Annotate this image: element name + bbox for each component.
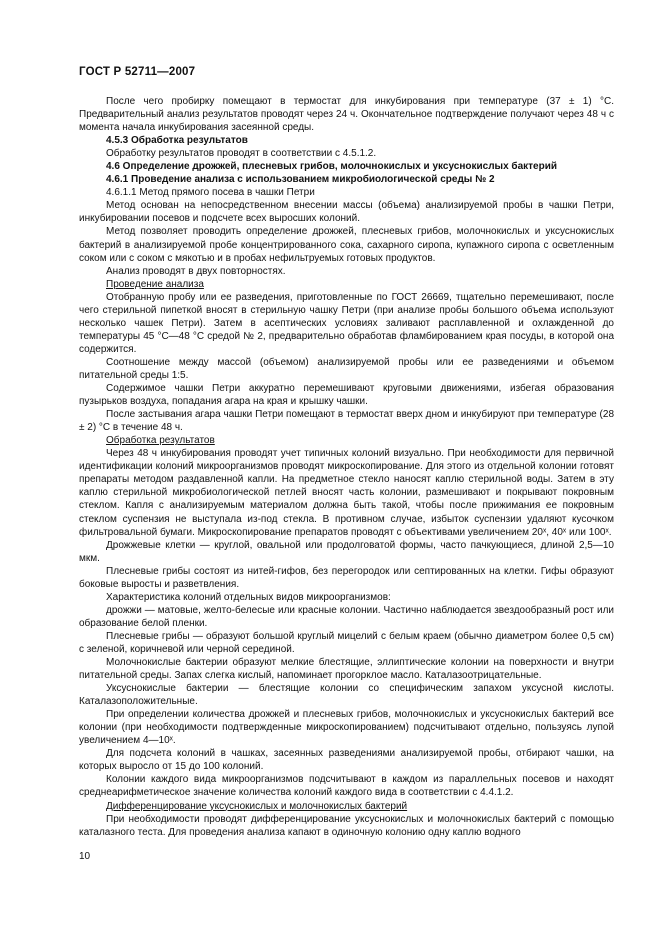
paragraph: Для подсчета колоний в чашках, засеянных разведениями анализируемой пробы, отбирают чашки, на которых выросло от 15 до 100 колоний. [79,748,614,773]
paragraph: 4.6.1.1 Метод прямого посева в чашки Петри [106,187,315,199]
subsection-heading: Обработка результатов [106,435,215,447]
paragraph: После застывания агара чашки Петри помещают в термостат вверх дном и инкубируют при температуре (28 ± 2) °С в течение 48 ч. [79,409,614,434]
page-number: 10 [79,851,91,862]
paragraph: 4.5.3 Обработка результатов [106,135,248,147]
paragraph: 4.6.1 Проведение анализа с использованием микробиологической среды № 2 [106,174,495,186]
paragraph: Уксуснокислые бактерии — блестящие колонии со специфическим запахом уксусной кислоты. Каталазоположительные. [79,683,614,708]
paragraph: При необходимости проводят дифференцирование уксуснокислых и молочнокислых бактерий с помощью каталазного теста. Для проведения анализа капают в одиночную колонию одну каплю водного [79,813,614,838]
subsection-heading: Проведение анализа [106,278,204,290]
paragraph: Обработку результатов проводят в соответствии с 4.5.1.2. [106,148,377,160]
paragraph: Метод основан на непосредственном внесении массы (объема) анализируемой пробы в чашки Петри, инкубировании посевов и подсчете всех выросших колоний. [79,200,614,225]
paragraph: дрожжи — матовые, желто-белесые или красные колонии. Частично наблюдается звездообразный рост или образование белой пленки. [79,604,614,629]
paragraph: После чего пробирку помещают в термостат для инкубирования при температуре (37 ± 1) °С. Предварительный анализ результатов проводят через 24 ч. Окончательное подтверждение получают через 48 ч с момента начала инкубирования засеянной среды. [79,96,614,134]
paragraph: При определении количества дрожжей и плесневых грибов, молочнокислых и уксуснокислых бактерий все колонии (при необходимости подтвержденные микроскопированием) подсчитывают отдельно, пользуясь лупой увеличением 4—10ˣ. [79,709,614,747]
document-header: ГОСТ Р 52711—2007 [79,66,196,78]
paragraph: Отобранную пробу или ее разведения, приготовленные по ГОСТ 26669, тщательно перемешивают, после чего стерильной пипеткой вносят в стерильную чашку Петри (при анализе пробы большого объема используют несколько чашек Петри). Затем в асептических условиях заливают расплавленной и охлажденной до температуры 45 °С—48 °С средой № 2, предварительно обработав фламбированием края посуды, в которой она содержится. [79,291,614,355]
subsection-heading: Дифференцирование уксуснокислых и молочнокислых бактерий [106,800,408,812]
paragraph [79,434,614,447]
paragraph: Плесневые грибы состоят из нитей-гифов, без перегородок или септированных на клетки. Гифы образуют боковые выросты и разветвления. [79,565,614,590]
document-body [79,95,614,839]
paragraph [79,278,614,291]
paragraph: Соотношение между массой (объемом) анализируемой пробы или ее разведениями и объемом питательной среды 1:5. [79,356,614,381]
paragraph: Дрожжевые клетки — круглой, овальной или продолговатой формы, часто пачкующиеся, длиной 2,5—10 мкм. [79,539,614,564]
paragraph: Молочнокислые бактерии образуют мелкие блестящие, эллиптические колонии на поверхности и внутри питательной среды. Запах слегка кислый, напоминает прогорклое масло. Каталазоотрицательные. [79,657,614,682]
paragraph: Характеристика колоний отдельных видов микроорганизмов: [106,591,391,603]
paragraph: Плесневые грибы — образуют большой круглый мицелий с белым краем (обычно диаметром более 0,5 см) с зеленой, коричневой или черной серединой. [79,630,614,655]
paragraph: Через 48 ч инкубирования проводят учет типичных колоний визуально. При необходимости для первичной идентификации колоний микроорганизмов проводят микроскопирование. Для этого из отдельной колонии готовят препараты методом раздавленной капли. На предметное стекло наносят каплю стерильной воды. Затем в эту каплю стерильной микробиологической петлей вносят часть колонии, размешивают и покрывают покровным стеклом. Капля с анализируемым материалом должна быть такой, чтобы после прижимания ее покровным стеклом суспензия не выступала из-под стекла. В противном случае, избыток суспензии удаляют кусочком фильтровальной бумаги. Микроскопирование препаратов проводят с объективами увеличением 20ˣ, 40ˣ или 100ˣ. [79,448,614,538]
paragraph: Анализ проводят в двух повторностях. [106,265,286,277]
paragraph: Содержимое чашки Петри аккуратно перемешивают круговыми движениями, избегая образования пузырьков воздуха, попадания агара на края и крышку чашки. [79,383,614,408]
paragraph: Колонии каждого вида микроорганизмов подсчитывают в каждом из параллельных посевов и находят среднеарифметическое значение количества колоний каждого вида в соответствии с 4.4.1.2. [79,774,614,799]
paragraph [79,800,614,813]
paragraph: Метод позволяет проводить определение дрожжей, плесневых грибов, молочнокислых и уксуснокислых бактерий в анализируемой пробе концентрированного сока, сахарного сиропа, купажного сиропа с осветленным соком или с соком с мякотью и в пробах нефильтруемых готовых продуктов. [79,226,614,264]
paragraph: 4.6 Определение дрожжей, плесневых грибов, молочнокислых и уксуснокислых бактерий [106,161,558,173]
